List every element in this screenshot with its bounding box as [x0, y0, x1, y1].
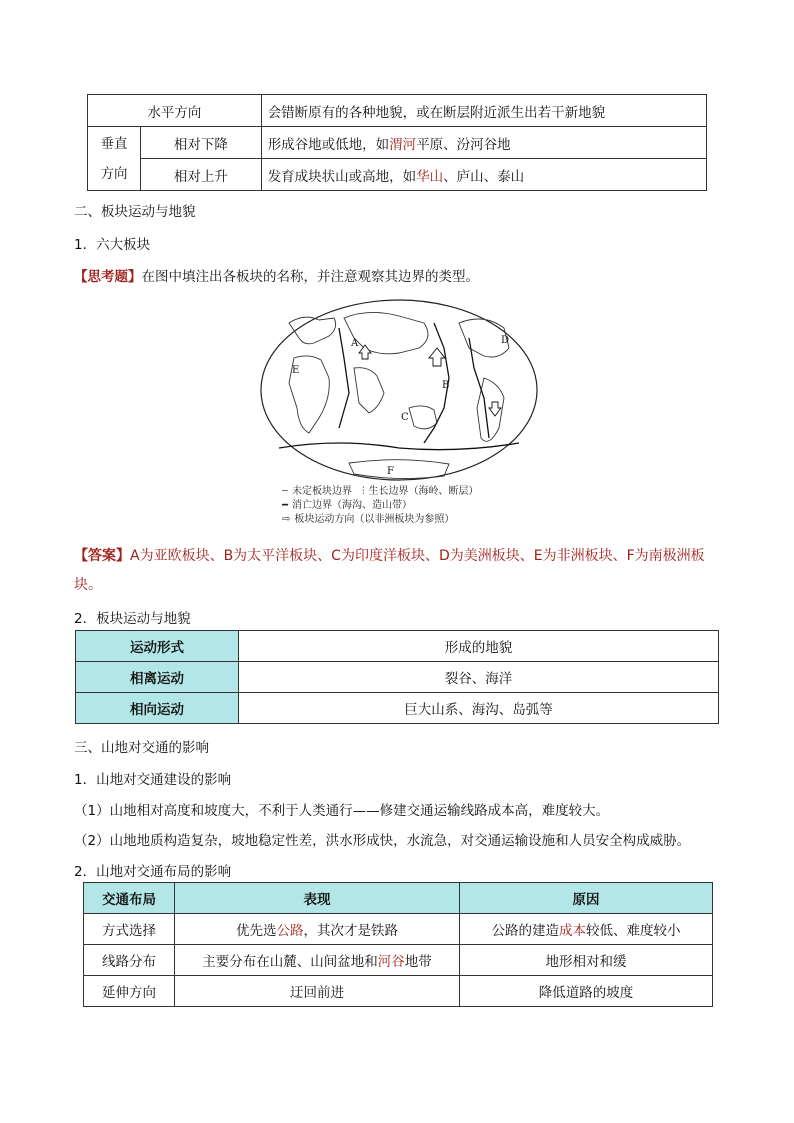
horizontal-label: 水平方向 [88, 95, 262, 127]
text: 地带 [404, 954, 432, 970]
undetermined-boundary-icon: ┄ [282, 486, 289, 497]
growth-boundary-icon: ⫶ [362, 486, 365, 497]
row-label: 相向运动 [76, 693, 239, 724]
section3-sub2: 2．山地对交通布局的影响 [74, 864, 232, 880]
section2-title: 二、板块运动与地貌 [74, 204, 196, 220]
horizontal-content: 会错断原有的各种地貌，或在断层附近派生出若干新地貌 [261, 95, 706, 127]
vertical-label-1: 垂直 [100, 135, 128, 152]
plate-label-D: D [501, 335, 510, 346]
answer-line2: 块。 [74, 577, 102, 593]
think-text: 在图中填注出各板块的名称，并注意观察其边界的类型。 [141, 269, 479, 285]
text: 较低、难度较小 [586, 923, 681, 939]
text: 平原、汾河谷地 [416, 136, 511, 153]
legend-subduction: 消亡边界（海沟、造山带） [292, 500, 413, 511]
think-tag: 【思考题】 [74, 269, 142, 285]
legend-undetermined: 未定板块边界 [292, 486, 353, 497]
legend-growth: 生长边界（海岭、断层） [368, 486, 479, 497]
row-cell [175, 914, 460, 945]
highlight-text: 成本 [559, 923, 586, 939]
header-cell: 表现 [175, 883, 460, 914]
plate-label-A: A [351, 338, 359, 349]
plate-map [259, 298, 539, 488]
plate-label-E: E [292, 365, 300, 376]
plate-label-F: F [387, 466, 394, 477]
plate-movement-table [75, 630, 719, 724]
legend-movement: 板块运动方向（以非洲板块为参照） [294, 514, 455, 525]
traffic-layout-table [83, 882, 713, 1007]
text: ，其次才是铁路 [303, 923, 398, 939]
map-outline [261, 300, 537, 480]
answer-text: A为亚欧板块、B为太平洋板块、C为印度洋板块、D为美洲板块、E为非洲板块、F为南极洲板 [130, 548, 705, 564]
section2-sub1: 1．六大板块 [74, 237, 151, 253]
header-cell: 原因 [460, 883, 713, 914]
ascend-content [261, 159, 706, 191]
legend-row [282, 499, 479, 513]
vertical-label [88, 127, 141, 191]
section3-p2: （2）山地地质构造复杂，坡地稳定性差，洪水形成快，水流急，对交通运输设施和人员安全构成威胁。 [74, 833, 691, 849]
text: 优先选 [236, 923, 277, 939]
subduction-boundary-icon: ━ [282, 500, 289, 511]
header-cell: 运动形式 [76, 631, 239, 662]
section3-sub1: 1．山地对交通建设的影响 [74, 772, 232, 788]
text: 形成谷地或低地，如 [267, 136, 390, 153]
header-cell: 交通布局 [84, 883, 175, 914]
row-label: 延伸方向 [84, 976, 175, 1007]
row-label: 线路分布 [84, 945, 175, 976]
text: 主要分布在山麓、山间盆地和 [202, 954, 378, 970]
descend-content [261, 127, 706, 159]
vertical-label-2: 方向 [100, 165, 128, 182]
row-label: 相离运动 [76, 662, 239, 693]
text: 公路的建造 [491, 923, 559, 939]
think-question [74, 265, 479, 285]
legend-row [282, 485, 479, 499]
answer-line1 [74, 545, 705, 565]
section3-title: 三、山地对交通的影响 [74, 740, 209, 756]
highlight-text: 河谷 [377, 954, 405, 970]
plate-label-C: C [401, 412, 409, 423]
row-cell: 迂回前进 [175, 976, 460, 1007]
ascend-label: 相对上升 [141, 159, 262, 191]
header-cell: 形成的地貌 [239, 631, 719, 662]
descend-label: 相对下降 [141, 127, 262, 159]
legend-row [282, 513, 479, 527]
text: 、庐山、泰山 [443, 168, 525, 185]
text: 发育成块状山或高地，如 [267, 168, 417, 185]
movement-arrow-icon: ⇨ [282, 514, 291, 525]
row-cell: 地形相对和缓 [460, 945, 713, 976]
highlight-text: 渭河 [389, 136, 417, 153]
map-legend [282, 485, 479, 527]
answer-tag: 【答案】 [74, 548, 130, 564]
sub2-title: 2．板块运动与地貌 [74, 611, 191, 627]
row-value: 巨大山系、海沟、岛弧等 [239, 693, 719, 724]
row-value: 裂谷、海洋 [239, 662, 719, 693]
highlight-text: 公路 [276, 923, 304, 939]
fault-landform-table [87, 94, 707, 191]
row-cell [175, 945, 460, 976]
section3-p1: （1）山地相对高度和坡度大，不利于人类通行——修建交通运输线路成本高，难度较大。 [74, 803, 610, 819]
row-cell: 降低道路的坡度 [460, 976, 713, 1007]
row-cell [460, 914, 713, 945]
row-label: 方式选择 [84, 914, 175, 945]
plate-label-B: B [442, 380, 450, 391]
highlight-text: 华山 [416, 168, 444, 185]
